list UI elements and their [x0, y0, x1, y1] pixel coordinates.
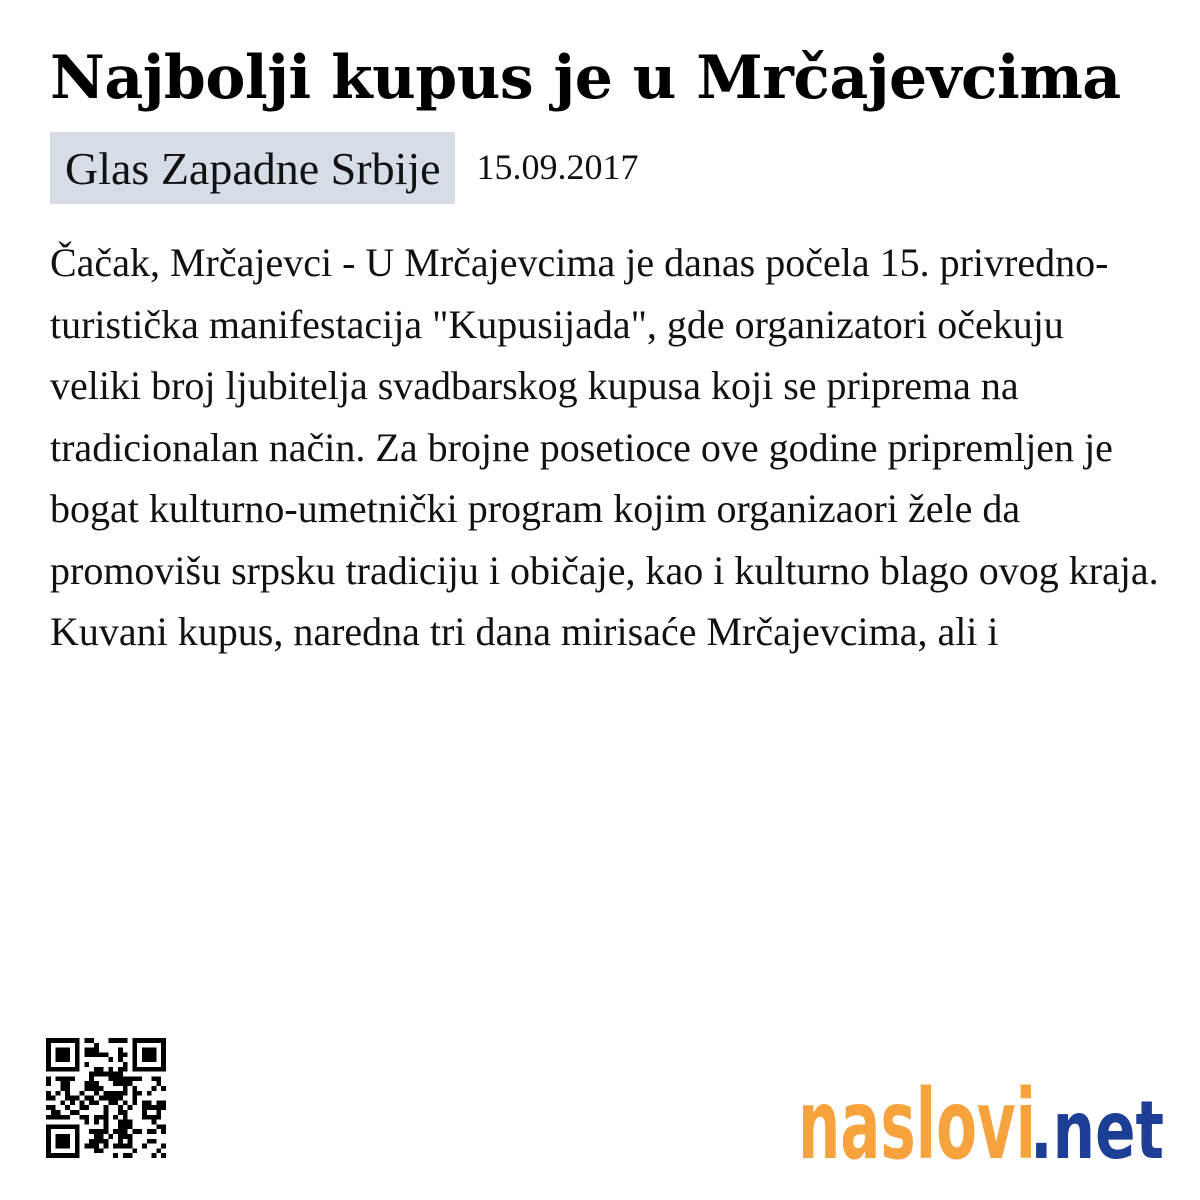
qr-code-icon [46, 1038, 166, 1158]
article-title: Najbolji kupus je u Mrčajevcima [50, 43, 1121, 113]
article-body: Čačak, Mrčajevci - U Mrčajevcima je danas počela 15. privredno-turistička manifestacija "Kupusijada", gde organizatori očekuju veliki broj ljubitelja svadbarskog kupusa koji se priprema na tradicionalan način. Za brojne posetioce ove godine pripremljen je bogat kulturno-umetnički program kojim organizaori žele da promovišu srpsku tradiciju i običaje, kao i kulturno blago ovog kraja. Kuvani kupus, naredna tri dana mirisaće Mrčajevcima, ali i [50, 240, 1159, 654]
logo-naslovi-text: naslovi [798, 1069, 1036, 1172]
source-badge[interactable]: Glas Zapadne Srbije [50, 132, 455, 204]
logo-net-text: .net [1030, 1084, 1164, 1172]
article-date: 15.09.2017 [476, 147, 639, 187]
naslovi-logo[interactable] [798, 1062, 1168, 1172]
article-meta [50, 132, 639, 204]
